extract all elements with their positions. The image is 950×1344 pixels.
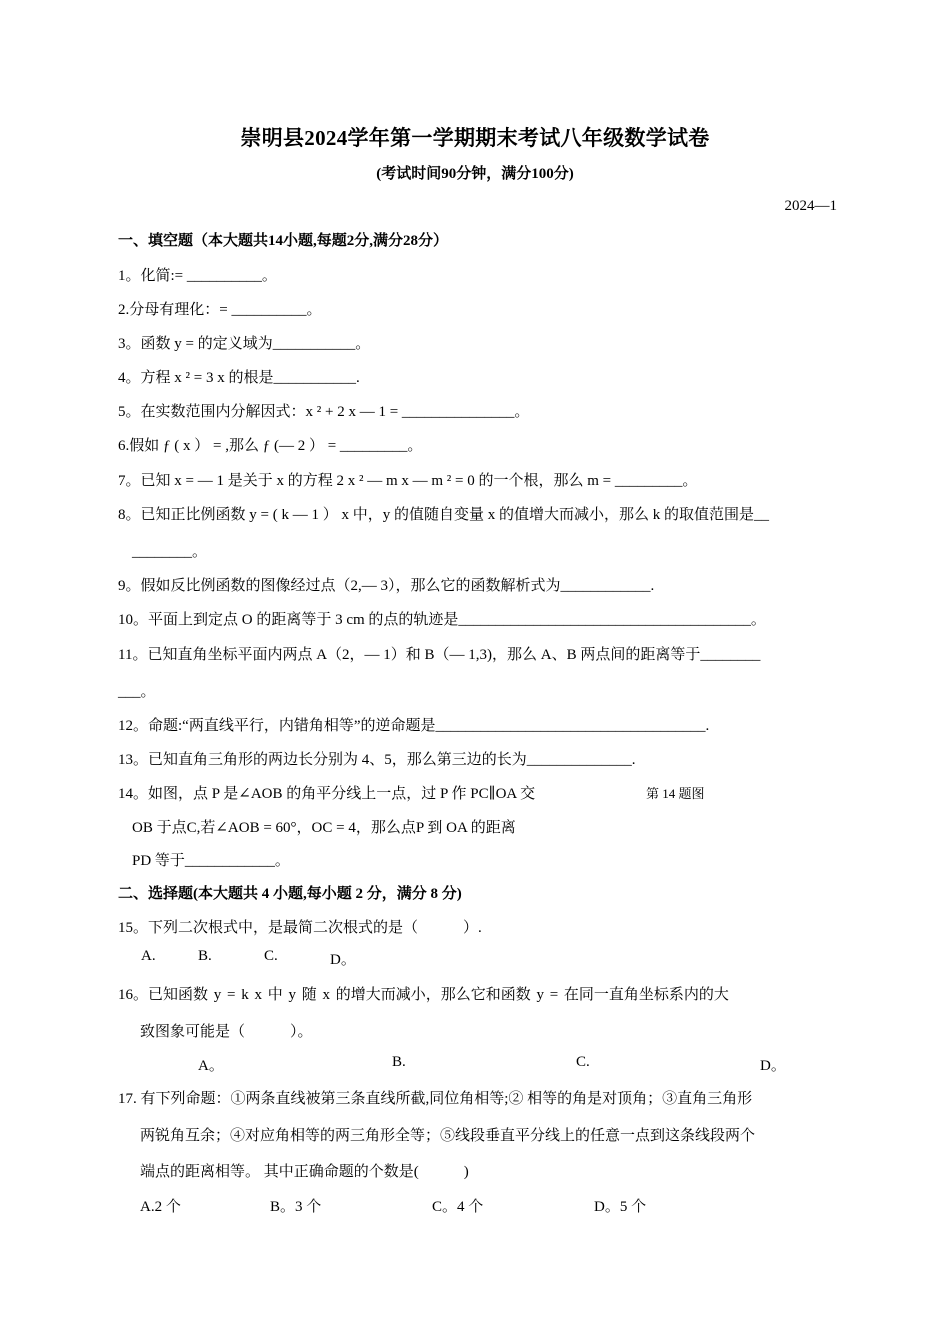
question-16-line1: 16。已知函数 y = k x 中 y 随 x 的增大而减小，那么它和函数 y = 在同一直角坐标系内的大 xyxy=(118,987,729,1003)
question-15: 15。下列二次根式中，是最简二次根式的是（ ）. xyxy=(118,920,482,936)
question-5: 5。在实数范围内分解因式：x ² + 2 x — 1 = _______________。 xyxy=(118,404,530,420)
question-1: 1。化简:= __________。 xyxy=(118,268,277,284)
question-14-line3: PD 等于____________。 xyxy=(132,853,290,869)
question-15-options xyxy=(0,948,950,968)
section1-heading: 一、填空题（本大题共14小题,每题2分,满分28分） xyxy=(118,233,449,249)
question-7: 7。已知 x = — 1 是关于 x 的方程 2 x ² — m x — m ² = 0 的一个根，那么 m = _________。 xyxy=(118,473,698,489)
option-c: C. xyxy=(264,948,278,964)
exam-date: 2024—1 xyxy=(784,198,837,214)
question-3: 3。函数 y = 的定义域为___________。 xyxy=(118,336,371,352)
question-17-line1: 17. 有下列命题：①两条直线被第三条直线所截,同位角相等;② 相等的角是对顶角；③直角三角形 xyxy=(118,1091,753,1107)
question-10: 10。平面上到定点 O 的距离等于 3 cm 的点的轨迹是_______________________________________。 xyxy=(118,612,766,628)
question-13: 13。已知直角三角形的两边长分别为 4、5，那么第三边的长为______________. xyxy=(118,752,636,768)
section2-heading: 二、选择题(本大题共 4 小题,每小题 2 分，满分 8 分) xyxy=(118,886,462,902)
option-a: A。 xyxy=(198,1058,224,1074)
exam-title: 崇明县2024学年第一学期期末考试八年级数学试卷 xyxy=(240,126,710,150)
option-d: D。5 个 xyxy=(594,1199,647,1215)
option-c: C. xyxy=(576,1054,590,1070)
option-b: B。3 个 xyxy=(270,1199,322,1215)
option-c: C。4 个 xyxy=(432,1199,484,1215)
question-6: 6.假如 ƒ ( x ） = ,那么 ƒ (— 2 ） = _________。 xyxy=(118,438,423,454)
exam-subtitle: (考试时间90分钟，满分100分) xyxy=(376,166,574,182)
question-11-line1: 11。已知直角坐标平面内两点 A（2，— 1）和 B（— 1,3)，那么 A、B 两点间的距离等于________ xyxy=(118,647,761,663)
question-17-line3: 端点的距离相等。 其中正确命题的个数是( ) xyxy=(140,1164,469,1180)
option-d: D。 xyxy=(330,952,356,968)
question-17-options xyxy=(0,1195,950,1215)
question-9: 9。假如反比例函数的图像经过点（2,— 3），那么它的函数解析式为____________. xyxy=(118,578,655,594)
question-17-line2: 两锐角互余；④对应角相等的两三角形全等；⑤线段垂直平分线上的任意一点到这条线段两个 xyxy=(140,1128,756,1144)
question-14-line2: OB 于点C,若∠AOB = 60°，OC = 4，那么点P 到 OA 的距离 xyxy=(132,820,516,836)
option-a: A. xyxy=(141,948,156,964)
question-14-line1: 14。如图，点 P 是∠AOB 的角平分线上一点，过 P 作 PC∥OA 交 xyxy=(118,786,536,802)
question-11-line2: ___。 xyxy=(118,684,156,700)
option-d: D。 xyxy=(760,1058,786,1074)
question-2: 2.分母有理化：= __________。 xyxy=(118,302,322,318)
question-16-options xyxy=(0,1054,950,1074)
question-8-line1: 8。已知正比例函数 y = ( k — 1 ） x 中，y 的值随自变量 x 的值增大而减小，那么 k 的取值范围是__ xyxy=(118,507,769,523)
question-4: 4。方程 x ² = 3 x 的根是___________. xyxy=(118,370,360,386)
question-12: 12。命题:“两直线平行，内错角相等”的逆命题是____________________________________. xyxy=(118,718,710,734)
question-8-line2: ________。 xyxy=(132,544,208,560)
option-b: B. xyxy=(198,948,212,964)
question-16-line2: 致图象可能是（ ）。 xyxy=(140,1024,313,1040)
figure-14-caption: 第 14 题图 xyxy=(646,786,705,801)
option-a: A.2 个 xyxy=(140,1199,181,1215)
option-b: B. xyxy=(392,1054,406,1070)
